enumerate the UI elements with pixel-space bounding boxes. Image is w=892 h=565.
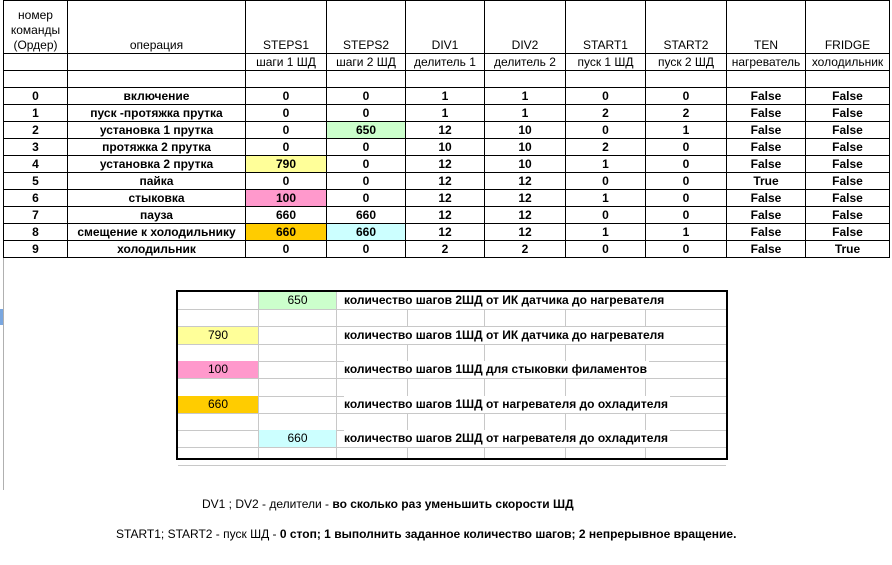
- cell-op[interactable]: смещение к холодильнику: [68, 224, 246, 241]
- note-dividers[interactable]: [202, 497, 574, 511]
- header-fridge[interactable]: FRIDGE: [806, 1, 890, 54]
- cell-order[interactable]: 2: [4, 122, 68, 139]
- cell-fridge[interactable]: False: [806, 156, 890, 173]
- header-div1[interactable]: DIV1: [406, 1, 485, 54]
- cell-div2[interactable]: 12: [485, 190, 566, 207]
- legend-value-cell[interactable]: 660: [259, 430, 336, 447]
- cell-op[interactable]: стыковка: [68, 190, 246, 207]
- selected-row-indicator: [0, 309, 3, 325]
- cell-steps1[interactable]: 660: [246, 207, 327, 224]
- cell-steps1[interactable]: 0: [246, 139, 327, 156]
- cell-ten[interactable]: False: [727, 241, 806, 258]
- legend-box: [176, 290, 728, 460]
- legend-description[interactable]: количество шагов 1ШД от нагревателя до охладителя: [344, 396, 668, 411]
- cell-op[interactable]: включение: [68, 88, 246, 105]
- legend-grid-row: [178, 379, 726, 397]
- cell-op[interactable]: пайка: [68, 173, 246, 190]
- cell-div2[interactable]: 12: [485, 207, 566, 224]
- cell-div2[interactable]: 12: [485, 173, 566, 190]
- cell-order[interactable]: 4: [4, 156, 68, 173]
- cell-start2[interactable]: 0: [646, 173, 727, 190]
- header-ten[interactable]: TEN: [727, 1, 806, 54]
- cell-fridge[interactable]: False: [806, 190, 890, 207]
- cell-fridge[interactable]: False: [806, 207, 890, 224]
- legend-description[interactable]: количество шагов 2ШД от ИК датчика до нагревателя: [344, 293, 665, 307]
- legend-description[interactable]: количество шагов 2ШД от нагревателя до охладителя: [344, 431, 668, 446]
- subheader-start1[interactable]: пуск 1 ШД: [566, 54, 646, 71]
- cell-steps1[interactable]: 0: [246, 105, 327, 122]
- table-row: [4, 139, 890, 156]
- note-dividers-plain: DV1 ; DV2 - делители -: [202, 497, 333, 511]
- cell-start2[interactable]: 0: [646, 156, 727, 173]
- legend-description[interactable]: количество шагов 1ШД для стыковки филаментов: [344, 362, 648, 377]
- legend-value-cell[interactable]: 650: [259, 292, 336, 309]
- cell-ten[interactable]: True: [727, 173, 806, 190]
- legend-grid-row: [178, 448, 726, 466]
- blank-cell[interactable]: [485, 71, 566, 88]
- table-row: [4, 173, 890, 190]
- header-start2[interactable]: START2: [646, 1, 727, 54]
- subheader-steps2[interactable]: шаги 2 ШД: [327, 54, 406, 71]
- cell-steps2[interactable]: 0: [327, 139, 406, 156]
- cell-start1[interactable]: 0: [566, 207, 646, 224]
- subheader-div2[interactable]: делитель 2: [485, 54, 566, 71]
- cell-start1[interactable]: 1: [566, 156, 646, 173]
- cell-start2[interactable]: 1: [646, 224, 727, 241]
- cell-fridge[interactable]: True: [806, 241, 890, 258]
- blank-cell[interactable]: [646, 71, 727, 88]
- cell-order[interactable]: 0: [4, 88, 68, 105]
- cell-ten[interactable]: False: [727, 105, 806, 122]
- cell-steps2[interactable]: 0: [327, 190, 406, 207]
- subheader-fridge[interactable]: холодильник: [806, 54, 890, 71]
- cell-div1[interactable]: 12: [406, 122, 485, 139]
- header-order[interactable]: номер команды (Ордер): [4, 1, 68, 54]
- cell-steps1[interactable]: 100: [246, 190, 327, 207]
- cell-ten[interactable]: False: [727, 224, 806, 241]
- cell-steps1[interactable]: 790: [246, 156, 327, 173]
- cell-op[interactable]: установка 2 прутка: [68, 156, 246, 173]
- cell-steps2[interactable]: 0: [327, 105, 406, 122]
- cell-div1[interactable]: 10: [406, 139, 485, 156]
- cell-start2[interactable]: 0: [646, 88, 727, 105]
- legend-grid-row: [178, 413, 726, 431]
- blank-cell[interactable]: [327, 71, 406, 88]
- cell-ten[interactable]: False: [727, 190, 806, 207]
- cell-fridge[interactable]: False: [806, 224, 890, 241]
- cell-div2[interactable]: 12: [485, 224, 566, 241]
- cell-div1[interactable]: 12: [406, 224, 485, 241]
- header-div2[interactable]: DIV2: [485, 1, 566, 54]
- cell-ten[interactable]: False: [727, 139, 806, 156]
- cell-order[interactable]: 9: [4, 241, 68, 258]
- cell-start1[interactable]: 0: [566, 122, 646, 139]
- subheader-ten[interactable]: нагреватель: [727, 54, 806, 71]
- note-dividers-bold: во сколько раз уменьшить скорости ШД: [332, 497, 574, 511]
- cell-ten[interactable]: False: [727, 122, 806, 139]
- cell-div2[interactable]: 1: [485, 88, 566, 105]
- cell-start2[interactable]: 1: [646, 122, 727, 139]
- cell-op[interactable]: пуск -протяжка прутка: [68, 105, 246, 122]
- cell-steps1[interactable]: 0: [246, 122, 327, 139]
- cell-order[interactable]: 8: [4, 224, 68, 241]
- cell-div1[interactable]: 1: [406, 88, 485, 105]
- note-start-plain: START1; START2 - пуск ШД -: [116, 527, 280, 541]
- legend-grid-row: [178, 344, 726, 362]
- table-row: [4, 156, 890, 173]
- cell-div2[interactable]: 10: [485, 139, 566, 156]
- cell-div1[interactable]: 12: [406, 173, 485, 190]
- cell-start1[interactable]: 0: [566, 173, 646, 190]
- cell-start2[interactable]: 0: [646, 207, 727, 224]
- cell-div1[interactable]: 12: [406, 156, 485, 173]
- cell-ten[interactable]: False: [727, 156, 806, 173]
- cell-fridge[interactable]: False: [806, 139, 890, 156]
- blank-cell[interactable]: [68, 71, 246, 88]
- header-steps2[interactable]: STEPS2: [327, 1, 406, 54]
- subheader-steps1[interactable]: шаги 1 ШД: [246, 54, 327, 71]
- table-row: [4, 224, 890, 241]
- cell-div1[interactable]: 12: [406, 207, 485, 224]
- cell-fridge[interactable]: False: [806, 173, 890, 190]
- cell-steps2[interactable]: 0: [327, 88, 406, 105]
- cell-steps2[interactable]: 660: [327, 207, 406, 224]
- cell-fridge[interactable]: False: [806, 88, 890, 105]
- cell-div2[interactable]: 10: [485, 156, 566, 173]
- blank-cell[interactable]: [246, 71, 327, 88]
- cell-div1[interactable]: 12: [406, 190, 485, 207]
- cell-order[interactable]: 5: [4, 173, 68, 190]
- cell-op[interactable]: протяжка 2 прутка: [68, 139, 246, 156]
- cell-order[interactable]: 6: [4, 190, 68, 207]
- cell-div1[interactable]: 1: [406, 105, 485, 122]
- header-start1[interactable]: START1: [566, 1, 646, 54]
- cell-steps1[interactable]: 0: [246, 88, 327, 105]
- table-row: [4, 122, 890, 139]
- subheader-operation[interactable]: [68, 54, 246, 71]
- note-start[interactable]: [116, 527, 736, 541]
- cell-steps1[interactable]: 0: [246, 173, 327, 190]
- cell-fridge[interactable]: False: [806, 122, 890, 139]
- cell-steps2[interactable]: 0: [327, 156, 406, 173]
- table-row: [4, 105, 890, 122]
- legend-grid-col: [336, 292, 337, 458]
- legend-value-cell[interactable]: 660: [178, 396, 258, 413]
- legend-grid-row: [178, 309, 726, 327]
- cell-start1[interactable]: 2: [566, 139, 646, 156]
- cell-div2[interactable]: 2: [485, 241, 566, 258]
- blank-cell[interactable]: [806, 71, 890, 88]
- subheader-row: [4, 54, 890, 71]
- cell-order[interactable]: 3: [4, 139, 68, 156]
- header-steps1[interactable]: STEPS1: [246, 1, 327, 54]
- legend-value-cell[interactable]: 790: [178, 327, 258, 344]
- blank-cell[interactable]: [566, 71, 646, 88]
- cell-fridge[interactable]: False: [806, 105, 890, 122]
- cell-start1[interactable]: 1: [566, 224, 646, 241]
- cell-order[interactable]: 7: [4, 207, 68, 224]
- cell-div2[interactable]: 1: [485, 105, 566, 122]
- cell-div2[interactable]: 10: [485, 122, 566, 139]
- cell-op[interactable]: установка 1 прутка: [68, 122, 246, 139]
- legend-description[interactable]: количество шагов 1ШД от ИК датчика до нагревателя: [344, 327, 665, 342]
- cell-op[interactable]: пауза: [68, 207, 246, 224]
- data-rows: [4, 88, 890, 258]
- table-row: [4, 190, 890, 207]
- cell-steps1[interactable]: 660: [246, 224, 327, 241]
- cell-start2[interactable]: 0: [646, 190, 727, 207]
- legend-value-cell[interactable]: 100: [178, 361, 258, 378]
- subheader-order[interactable]: [4, 54, 68, 71]
- cell-start1[interactable]: 2: [566, 105, 646, 122]
- cell-steps1[interactable]: 0: [246, 241, 327, 258]
- cell-steps2[interactable]: 660: [327, 224, 406, 241]
- cell-steps2[interactable]: 650: [327, 122, 406, 139]
- cell-start1[interactable]: 1: [566, 190, 646, 207]
- cell-start2[interactable]: 0: [646, 139, 727, 156]
- header-row: [4, 1, 890, 54]
- cell-steps2[interactable]: 0: [327, 241, 406, 258]
- table-row: [4, 207, 890, 224]
- table-row: [4, 241, 890, 258]
- cell-ten[interactable]: False: [727, 88, 806, 105]
- blank-cell[interactable]: [4, 71, 68, 88]
- blank-row: [4, 71, 890, 88]
- cell-order[interactable]: 1: [4, 105, 68, 122]
- command-table: [3, 0, 890, 258]
- cell-op[interactable]: холодильник: [68, 241, 246, 258]
- cell-start1[interactable]: 0: [566, 241, 646, 258]
- subheader-div1[interactable]: делитель 1: [406, 54, 485, 71]
- subheader-start2[interactable]: пуск 2 ШД: [646, 54, 727, 71]
- header-operation[interactable]: операция: [68, 1, 246, 54]
- note-start-bold: 0 стоп; 1 выполнить заданное количество шагов; 2 непрерывное вращение.: [279, 527, 737, 541]
- cell-start2[interactable]: 2: [646, 105, 727, 122]
- blank-cell[interactable]: [727, 71, 806, 88]
- cell-div1[interactable]: 2: [406, 241, 485, 258]
- cell-ten[interactable]: False: [727, 207, 806, 224]
- blank-cell[interactable]: [406, 71, 485, 88]
- cell-start1[interactable]: 0: [566, 88, 646, 105]
- cell-start2[interactable]: 0: [646, 241, 727, 258]
- cell-steps2[interactable]: 0: [327, 173, 406, 190]
- table-row: [4, 88, 890, 105]
